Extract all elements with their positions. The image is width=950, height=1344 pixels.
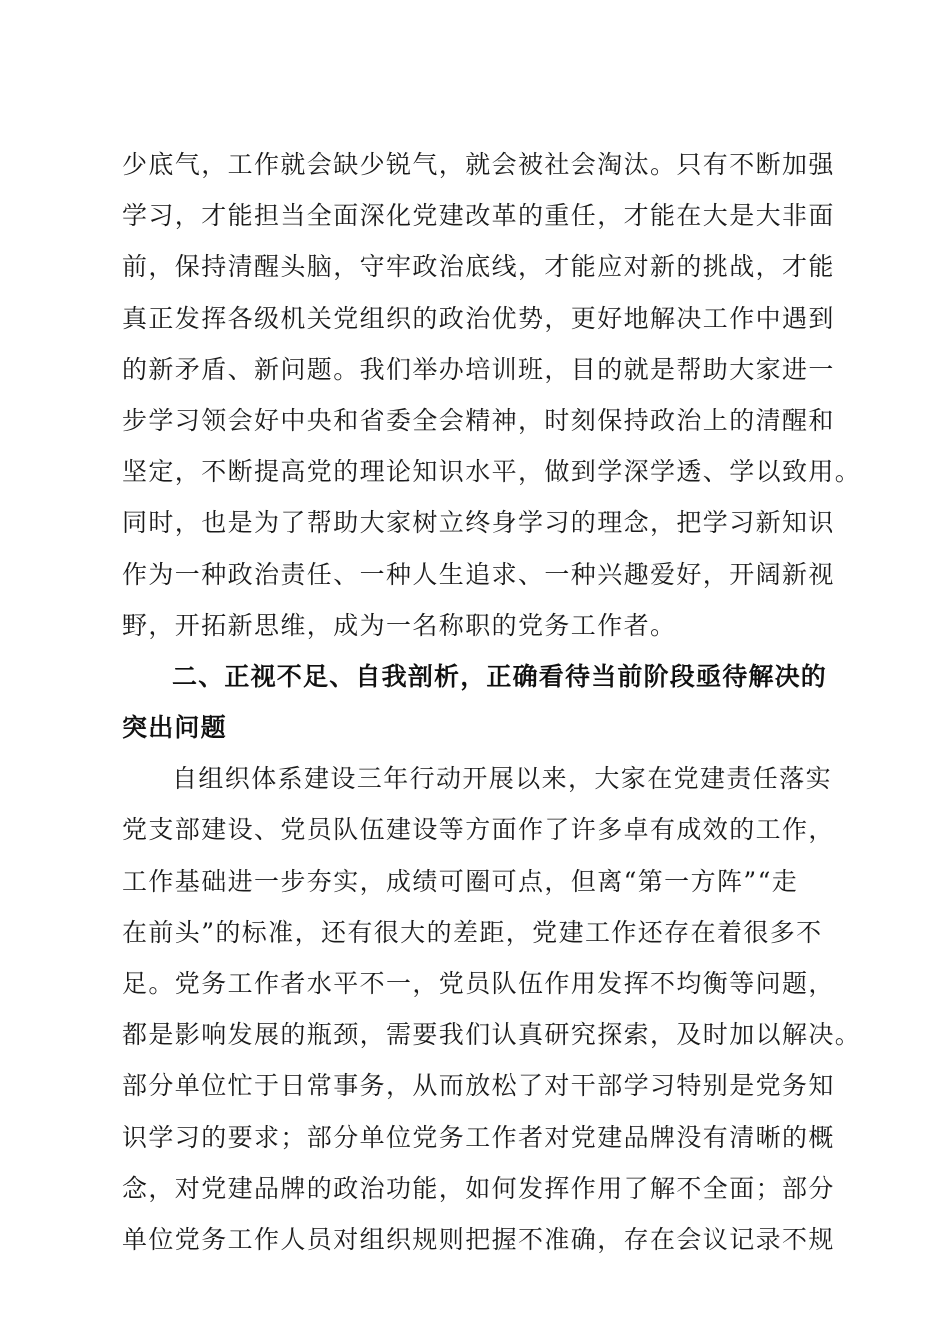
paragraph-2	[122, 753, 862, 1265]
paragraph-1	[122, 139, 862, 651]
text-line: 同时，也是为了帮助大家树立终身学习的理念，把学习新知识	[122, 508, 835, 538]
text-line: 前，保持清醒头脑，守牢政治底线，才能应对新的挑战，才能	[122, 252, 835, 282]
text-line: 都是影响发展的瓶颈，需要我们认真研究探索，及时加以解决。	[122, 1020, 862, 1050]
text-line: 学习，才能担当全面深化党建改革的重任，才能在大是大非面	[122, 201, 835, 231]
text-line: 少底气，工作就会缺少锐气，就会被社会淘汰。只有不断加强	[122, 150, 835, 179]
text-line: 步学习领会好中央和省委全会精神，时刻保持政治上的清醒和	[122, 405, 835, 435]
section-heading	[122, 651, 842, 753]
document-body	[122, 139, 862, 1265]
text-line: 真正发挥各级机关党组织的政治优势，更好地解决工作中遇到	[122, 303, 835, 333]
text-line: 识学习的要求；部分单位党务工作者对党建品牌没有清晰的概	[122, 1122, 835, 1152]
text-line: 工作基础进一步夯实，成绩可圈可点，但离“第一方阵”“走	[122, 866, 799, 896]
heading-line: 二、正视不足、自我剖析，正确看待当前阶段亟待解决的	[172, 661, 828, 691]
text-line: 单位党务工作人员对组织规则把握不准确，存在会议记录不规	[122, 1224, 835, 1254]
text-line: 部分单位忙于日常事务，从而放松了对干部学习特别是党务知	[122, 1071, 835, 1101]
text-line: 足。党务工作者水平不一，党员队伍作用发挥不均衡等问题，	[122, 969, 835, 998]
text-line: 作为一种政治责任、一种人生追求、一种兴趣爱好，开阔新视	[122, 559, 835, 589]
heading-line: 突出问题	[122, 713, 227, 743]
text-line: 党支部建设、党员队伍建设等方面作了许多卓有成效的工作，	[122, 815, 835, 845]
text-line: 坚定，不断提高党的理论知识水平，做到学深学透、学以致用。	[122, 457, 862, 487]
text-line: 念，对党建品牌的政治功能，如何发挥作用了解不全面；部分	[122, 1173, 835, 1203]
text-line: 的新矛盾、新问题。我们举办培训班，目的就是帮助大家进一	[122, 354, 835, 384]
text-line: 在前头”的标准，还有很大的差距，党建工作还存在着很多不	[122, 917, 823, 947]
text-line: 自组织体系建设三年行动开展以来，大家在党建责任落实	[172, 764, 833, 794]
text-line: 野，开拓新思维，成为一名称职的党务工作者。	[122, 610, 677, 640]
